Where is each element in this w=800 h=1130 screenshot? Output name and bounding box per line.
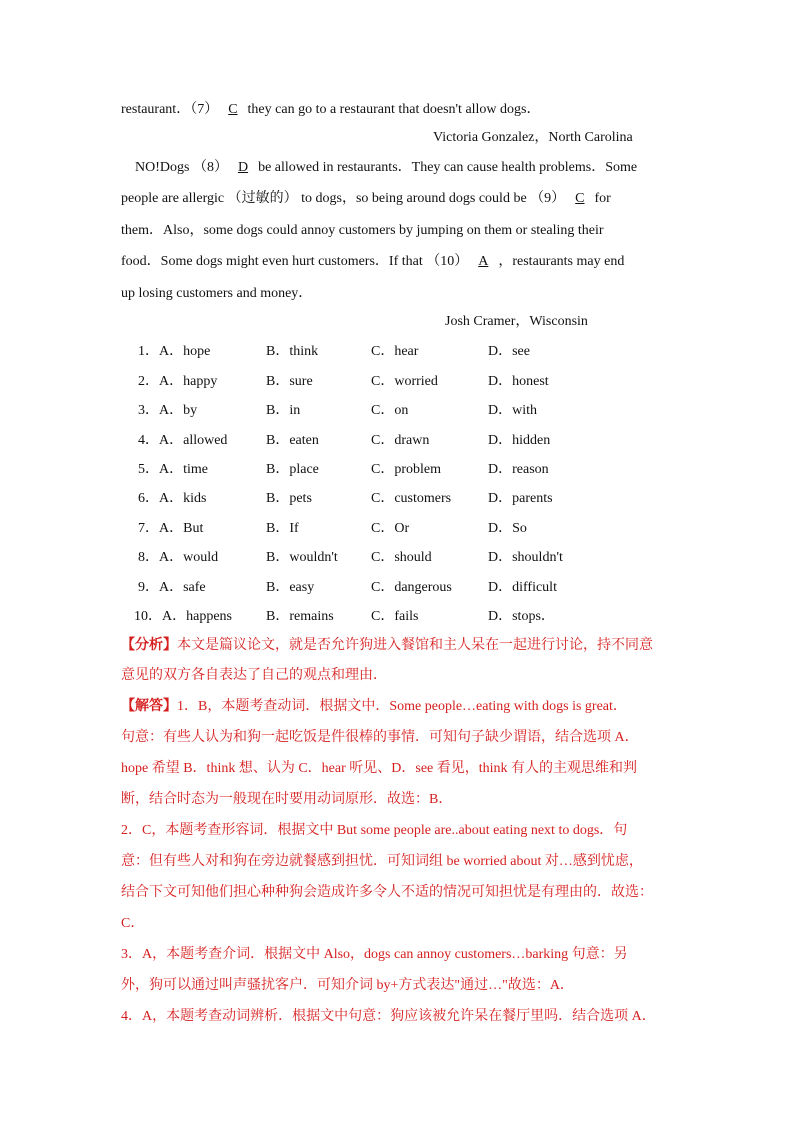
passage-line-6: up losing customers and money． xyxy=(121,286,313,301)
answer-blank-9: C xyxy=(575,191,585,206)
solution-line-3: hope 希望 B．think 想、认为 C．hear 听见、D．see 看见，think 有人的主观思维和判 xyxy=(121,761,638,776)
passage-text: people are allergic （过敏的） to dogs，so being around dogs could be （9） xyxy=(121,191,566,206)
option-b: B．eaten xyxy=(266,433,319,448)
option-c: C．on xyxy=(371,403,409,418)
solution-line-6: 意：但有些人对和狗在旁边就餐感到担忧．可知词组 be worried about 对…感到忧虑， xyxy=(121,854,643,869)
solution-line-2: 句意：有些人认为和狗一起吃饭是件很棒的事情．可知句子缺少谓语，结合选项 A． xyxy=(121,730,639,745)
option-d: D．difficult xyxy=(488,580,557,595)
passage-line-2 xyxy=(135,158,637,178)
option-d: D．stops． xyxy=(488,609,555,624)
solution-line-1 xyxy=(121,697,627,717)
solution-label: 【解答】 xyxy=(121,699,177,714)
passage-line-3 xyxy=(121,189,611,209)
option-d: D．with xyxy=(488,403,537,418)
solution-line-4: 断，结合时态为一般现在时要用动词原形．故选：B． xyxy=(121,792,453,807)
analysis-label: 【分析】 xyxy=(121,638,177,653)
option-a: 8．A．would xyxy=(138,550,219,565)
option-d: D．parents xyxy=(488,491,553,506)
analysis-text: 本文是篇议论文，就是否允许狗进入餐馆和主人呆在一起进行讨论，持不同意 xyxy=(177,638,653,653)
passage-text: they can go to a restaurant that doesn't allow dogs． xyxy=(247,102,541,117)
option-d: D．So xyxy=(488,521,527,536)
option-d: D．see xyxy=(488,344,530,359)
solution-text: 1．B，本题考查动词．根据文中．Some people…eating with dogs is great． xyxy=(177,699,627,714)
option-c: C．customers xyxy=(371,491,452,506)
solution-line-5: 2．C，本题考查形容词．根据文中 But some people are..about eating next to dogs．句 xyxy=(121,823,628,838)
option-b: B．If xyxy=(266,521,299,536)
option-a: 4．A．allowed xyxy=(138,433,228,448)
solution-line-11: 4．A，本题考查动词辨析．根据文中句意：狗应该被允许呆在餐厅里吗．结合选项 A． xyxy=(121,1009,656,1024)
option-b: B．think xyxy=(266,344,319,359)
answer-blank-8: D xyxy=(237,160,249,175)
option-c: C．hear xyxy=(371,344,419,359)
analysis-line-1 xyxy=(121,636,653,656)
option-a: 10．A．happens xyxy=(134,609,232,624)
passage-text: NO!Dogs （8） xyxy=(135,160,228,175)
option-c: C．drawn xyxy=(371,433,430,448)
option-c: C．problem xyxy=(371,462,441,477)
passage-text: be allowed in restaurants．They can cause health problems．Some xyxy=(258,160,638,175)
option-b: B．in xyxy=(266,403,301,418)
option-a: 3．A．by xyxy=(138,403,198,418)
passage-line-4: them．Also，some dogs could annoy customers by jumping on them or stealing their xyxy=(121,223,604,238)
option-b: B．sure xyxy=(266,374,313,389)
solution-line-9: 3．A，本题考查介词．根据文中 Also，dogs can annoy customers…barking 句意：另 xyxy=(121,947,628,962)
analysis-line-2: 意见的双方各自表达了自己的观点和理由． xyxy=(121,668,387,683)
option-a: 7．A．But xyxy=(138,521,204,536)
option-c: C．worried xyxy=(371,374,438,389)
answer-blank-10: A xyxy=(478,254,489,269)
passage-line-1 xyxy=(121,100,541,120)
passage-text: ，restaurants may end xyxy=(498,254,625,269)
passage-text: restaurant．（7） xyxy=(121,102,219,117)
solution-line-7: 结合下文可知他们担心种种狗会造成许多令人不适的情况可知担忧是有理由的．故选： xyxy=(121,885,653,900)
author-victoria: Victoria Gonzalez，North Carolina xyxy=(433,130,633,145)
passage-text: food．Some dogs might even hurt customers．If that （10） xyxy=(121,254,469,269)
option-b: B．pets xyxy=(266,491,312,506)
option-b: B．wouldn't xyxy=(266,550,338,565)
option-a: 5．A．time xyxy=(138,462,208,477)
option-b: B．remains xyxy=(266,609,334,624)
option-d: D．hidden xyxy=(488,433,551,448)
solution-line-10: 外，狗可以通过叫声骚扰客户．可知介词 by+方式表达"通过…"故选：A． xyxy=(121,978,574,993)
option-d: D．honest xyxy=(488,374,549,389)
answer-blank-7: C xyxy=(228,102,238,117)
option-a: 9．A．safe xyxy=(138,580,206,595)
option-c: C．Or xyxy=(371,521,410,536)
option-d: D．shouldn't xyxy=(488,550,563,565)
option-b: B．place xyxy=(266,462,319,477)
option-b: B．easy xyxy=(266,580,315,595)
option-a: 1．A．hope xyxy=(138,344,211,359)
solution-line-8: C． xyxy=(121,916,145,931)
option-d: D．reason xyxy=(488,462,549,477)
option-a: 6．A．kids xyxy=(138,491,207,506)
passage-line-5 xyxy=(121,252,624,272)
option-c: C．fails xyxy=(371,609,419,624)
option-c: C．dangerous xyxy=(371,580,452,595)
option-a: 2．A．happy xyxy=(138,374,218,389)
author-josh: Josh Cramer，Wisconsin xyxy=(445,314,588,329)
passage-text: for xyxy=(594,191,611,206)
option-c: C．should xyxy=(371,550,432,565)
